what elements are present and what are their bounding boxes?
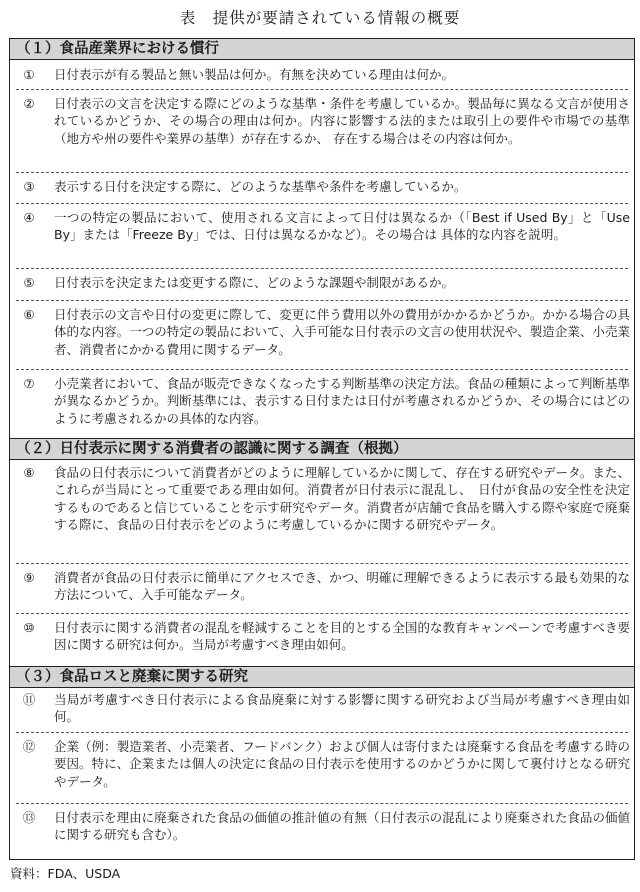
source-note: 資料：FDA、USDA (10, 866, 121, 881)
row-divider (16, 172, 628, 173)
item-number: ⑤ (23, 275, 35, 290)
item-number: ④ (23, 210, 35, 225)
item-text: 日付表示の文言や日付の変更に際して、変更に伴う費用以外の費用がかかるかどうか。かかる場合の具体的な内容。一つの特定の製品において、入手可能な日付表示の文言の使用状況や、製造企業、小売業者、消費者にかかる費用に関するデータ。 (54, 307, 630, 357)
item-text: 日付表示を決定または変更する際に、どのような課題や制限があるか。 (54, 275, 455, 290)
item-text: 日付表示を理由に廃棄された食品の価値の推計値の有無（日付表示の混乱により廃棄された食品の価値に関する研究も含む）。 (54, 810, 630, 843)
item-number: ⑫ (22, 739, 36, 754)
row-divider (16, 369, 628, 370)
item-number: ③ (23, 179, 35, 194)
row-divider (16, 803, 628, 804)
item-text: 企業（例：製造業者、小売業者、フードバンク）および個人は寄付または廃棄する食品を考慮する時の要因。特に、企業または個人の決定に食品の日付表示を使用するのかどうかに関して裏付けとなる研究やデータ。 (54, 739, 630, 789)
item-number: ① (23, 67, 35, 82)
row-divider (16, 268, 628, 269)
row-divider (16, 563, 628, 564)
section-heading-consumer-perception: （２）日付表示に関する消費者の認識に関する調査（根拠） (10, 438, 634, 460)
item-text: 消費者が食品の日付表示に簡単にアクセスでき、かつ、明確に理解できるように表示する最も効果的な方法について、入手可能なデータ。 (54, 570, 630, 603)
item-text: 日付表示の文言を決定する際にどのような基準・条件を考慮しているか。製品毎に異なる文言が使用されているかどうか、その場合の理由は何か。内容に影響する法的または取引上の要件や市場での基準（地方や州の要件や業界の基準）が存在するか、 存在する場合はその内容は何か。 (54, 96, 630, 146)
item-number: ⑩ (23, 620, 35, 635)
item-text: 一つの特定の製品において、使用される文言によって日付は異なるか（「Best if Used By」と「Use By」または「Freeze By」では、日付は異なるかなど）。その場合は 具体的な内容を説明。 (54, 210, 630, 243)
row-divider (16, 89, 628, 90)
table-title: 表 提供が要請されている情報の概要 (179, 9, 461, 27)
section-heading-food-loss: （３）食品ロスと廃棄に関する研究 (10, 666, 634, 688)
item-text: 表示する日付を決定する際に、どのような基準や条件を考慮しているか。 (54, 179, 467, 194)
section-heading-industry-practice: （１）食品産業界における慣行 (10, 39, 634, 60)
row-divider (16, 732, 628, 733)
item-number: ⑦ (23, 376, 35, 391)
item-number: ② (23, 96, 35, 111)
item-text: 日付表示に関する消費者の混乱を軽減することを目的とする全国的な教育キャンペーンで考慮すべき要因に関する研究は何か。当局が考慮すべき理由如何。 (54, 620, 630, 653)
item-number: ⑪ (22, 692, 36, 707)
info-table (9, 38, 635, 860)
item-number: ⑥ (23, 307, 35, 322)
item-number: ⑧ (23, 465, 35, 480)
row-divider (16, 300, 628, 301)
item-text: 日付表示が有る製品と無い製品は何か。有無を決めている理由は何か。 (54, 67, 455, 82)
row-divider (16, 203, 628, 204)
row-divider (16, 613, 628, 614)
item-text: 当局が考慮すべき日付表示による食品廃棄に対する影響に関する研究および当局が考慮すべき理由如何。 (54, 692, 630, 725)
item-number: ⑨ (23, 570, 35, 585)
item-text: 小売業者において、食品が販売できなくなったする判断基準の決定方法。食品の種類によって判断基準が異なるかどうか。判断基準には、表示する日付または日付が考慮されるかどうか、その場合にはどのように考慮されるかの具体的な内容。 (54, 376, 630, 426)
item-number: ⑬ (22, 810, 36, 825)
item-text: 食品の日付表示について消費者がどのように理解しているかに関して、存在する研究やデータ。また、これらが当局にとって重要である理由如何。消費者が日付表示に混乱し、 日付が食品の安全性を決定するものであると信じていることを示す研究やデータ。消費者が店舗で食品を購入する際や家庭で廃棄する際に、食品の日付表示をどのように考慮しているかに関する研究やデータ。 (54, 465, 630, 532)
